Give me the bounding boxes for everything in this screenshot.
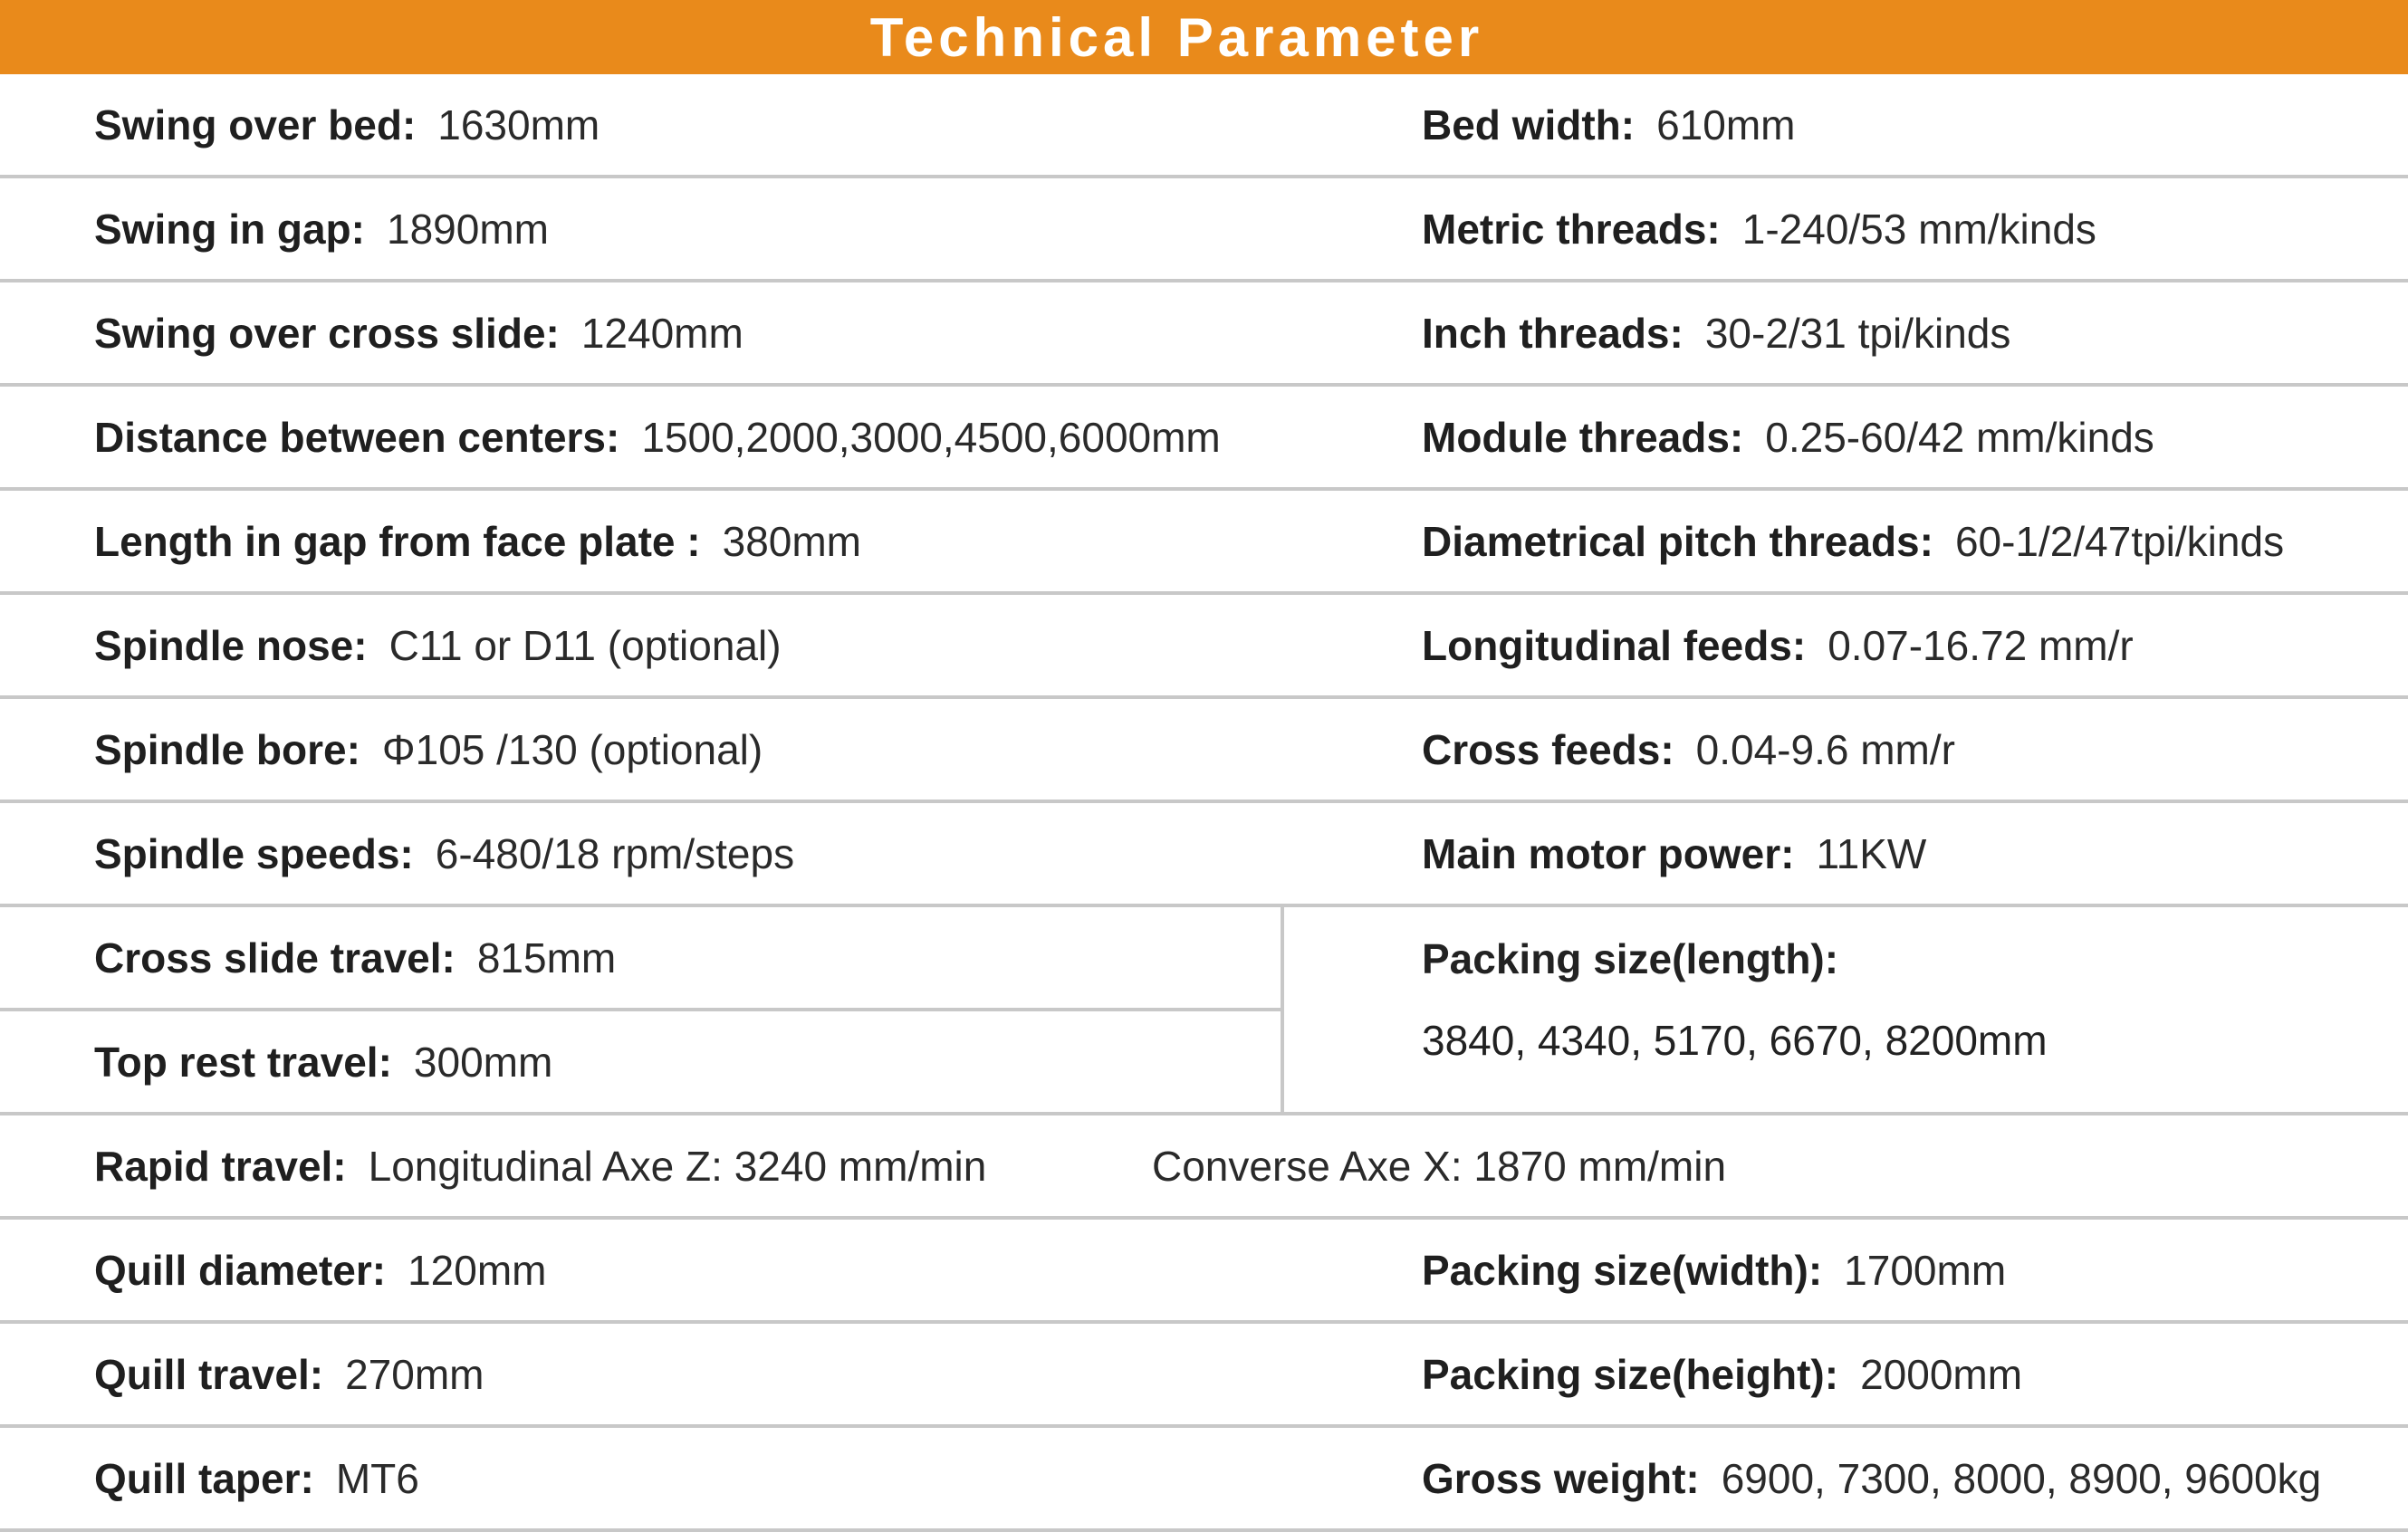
spec-value: 60-1/2/47tpi/kinds [1954,517,2285,565]
spec-value: Longitudinal Axe Z: 3240 mm/min [368,1142,987,1190]
spec-cell [1422,387,2154,487]
table-row [0,907,1282,1011]
spec-value: 1-240/53 mm/kinds [1741,205,2096,253]
table-row [0,1011,1282,1112]
table-row [0,491,2408,595]
merged-row-block [0,907,2408,1115]
spec-cell [1422,74,1795,175]
spec-label: Module threads: [1422,413,1744,461]
spec-label: Packing size(length): [1422,935,1839,982]
table-row [0,803,2408,907]
table-row [0,178,2408,282]
spec-label: Main motor power: [1422,829,1795,877]
table-row [0,1324,2408,1428]
spec-label: Cross slide travel: [94,934,456,981]
spec-cell [1422,595,2134,695]
spec-label: Swing over bed: [94,101,417,148]
spec-cell [94,282,744,383]
spec-value: 0.04-9.6 mm/r [1695,725,1955,773]
spec-label: Rapid travel: [94,1142,347,1190]
spec-label: Quill diameter: [94,1246,387,1294]
spec-value: MT6 [335,1454,419,1502]
spec-value: 610mm [1656,101,1796,148]
spec-value: 1630mm [437,101,600,148]
spec-label: Packing size(width): [1422,1246,1823,1294]
spec-cell [94,1011,552,1112]
spec-cell [94,1324,484,1424]
spec-cell [94,907,616,1008]
spec-value: 815mm [476,934,617,981]
spec-label: Quill travel: [94,1350,324,1398]
spec-label: Top rest travel: [94,1038,392,1086]
spec-value: 270mm [345,1350,484,1398]
spec-cell [1422,1428,2321,1528]
page-title: Technical Parameter [869,6,1484,68]
spec-cell [94,387,1221,487]
spec-label: Spindle bore: [94,725,360,773]
spec-cell [94,803,794,904]
spec-label: Metric threads: [1422,205,1721,253]
table-row [0,1428,2408,1532]
spec-cell [1422,699,1955,800]
spec-value: 1500,2000,3000,4500,6000mm [641,413,1221,461]
spec-label: Longitudinal feeds: [1422,621,1807,669]
spec-value: 1700mm [1844,1246,2007,1294]
spec-label: Swing over cross slide: [94,309,560,357]
spec-label: Packing size(height): [1422,1350,1839,1398]
table-row [0,74,2408,178]
spec-value: 6900, 7300, 8000, 8900, 9600kg [1721,1454,2322,1502]
spec-value: 11KW [1816,829,1927,877]
table-row-rapid-travel [0,1115,2408,1220]
spec-cell [1422,178,2096,279]
spec-label: Distance between centers: [94,413,620,461]
spec-value: 120mm [408,1246,547,1294]
header-bar [0,0,2408,74]
spec-label: Inch threads: [1422,309,1684,357]
spec-label: Swing in gap: [94,205,365,253]
table-row [0,595,2408,699]
spec-label: Spindle speeds: [94,829,414,877]
spec-label: Spindle nose: [94,621,368,669]
spec-value: 30-2/31 tpi/kinds [1704,309,2011,357]
spec-cell [1152,1115,1726,1216]
spec-label: Gross weight: [1422,1454,1700,1502]
spec-value: C11 or D11 (optional) [389,621,782,669]
spec-cell [1422,282,2010,383]
spec-value: 6-480/18 rpm/steps [435,829,795,877]
spec-value: Converse Axe X: 1870 mm/min [1152,1142,1727,1190]
spec-cell [94,178,549,279]
table-row [0,387,2408,491]
spec-label: Cross feeds: [1422,725,1674,773]
spec-value: 380mm [722,517,861,565]
spec-value: 300mm [413,1038,553,1086]
spec-cell [1422,491,2284,591]
spec-cell [1422,1220,2006,1320]
spec-value: 0.07-16.72 mm/r [1828,621,2134,669]
spec-cell [1422,803,1926,904]
spec-cell [94,1428,419,1528]
column-divider [1281,907,1284,1112]
spec-cell [1422,1324,2022,1424]
spec-value: 1890mm [386,205,549,253]
spec-cell [94,74,600,175]
spec-cell [94,491,861,591]
spec-value: 2000mm [1860,1350,2023,1398]
table-row [0,1220,2408,1324]
spec-cell [94,1115,986,1216]
spec-value: 3840, 4340, 5170, 6670, 8200mm [1422,1017,2048,1064]
spec-table [0,74,2408,1532]
spec-label: Bed width: [1422,101,1636,148]
spec-value: 0.25-60/42 mm/kinds [1765,413,2154,461]
spec-label: Length in gap from face plate : [94,517,701,565]
spec-label: Quill taper: [94,1454,314,1502]
spec-value: Φ105 /130 (optional) [381,725,763,773]
spec-label: Diametrical pitch threads: [1422,517,1933,565]
spec-cell [94,595,782,695]
table-row [0,282,2408,387]
spec-cell [94,699,763,800]
table-row [0,699,2408,803]
spec-cell [94,1220,546,1320]
spec-value: 1240mm [580,309,744,357]
